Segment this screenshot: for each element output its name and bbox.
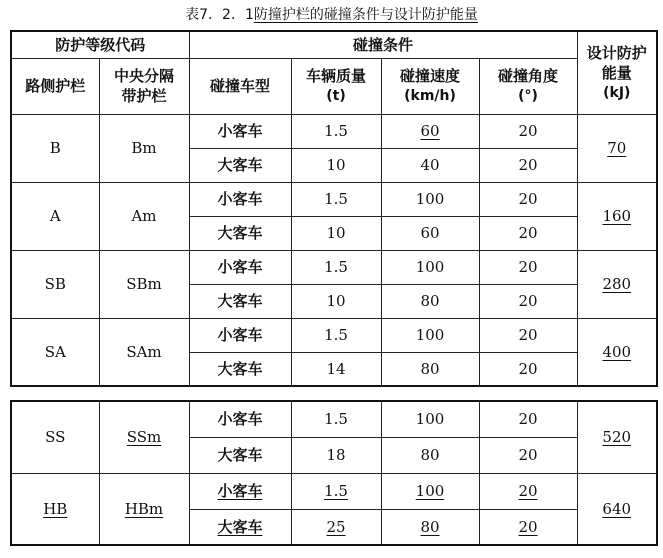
collision-speed: 40 [381, 148, 479, 182]
collision-angle: 20 [479, 437, 577, 473]
roadside-code [11, 473, 99, 545]
collision-speed: 100 [381, 250, 479, 284]
header-angle-unit: (°) [518, 87, 538, 104]
collision-angle-value: 20 [518, 481, 538, 500]
roadside-code: B [11, 114, 99, 182]
median-code: SAm [99, 318, 189, 386]
vehicle-mass [291, 473, 381, 509]
design-energy [577, 182, 657, 250]
vehicle-mass: 1.5 [291, 401, 381, 437]
vehicle-type-value: 小客车 [217, 481, 263, 500]
header-angle-label: 碰撞角度 [498, 67, 559, 86]
vehicle-type [189, 509, 291, 545]
header-collision-conditions: 碰撞条件 [189, 31, 577, 58]
median-code: SBm [99, 250, 189, 318]
roadside-code: A [11, 182, 99, 250]
vehicle-type: 大客车 [189, 352, 291, 386]
vehicle-type [189, 473, 291, 509]
collision-angle: 20 [479, 114, 577, 148]
collision-angle: 20 [479, 318, 577, 352]
collision-angle [479, 473, 577, 509]
vehicle-mass: 10 [291, 216, 381, 250]
collision-table-bottom [10, 400, 658, 546]
median-code [99, 473, 189, 545]
header-vehicle-mass-label: 车辆质量 [306, 67, 367, 86]
collision-speed: 60 [381, 216, 479, 250]
header-roadside: 路侧护栏 [11, 58, 99, 114]
vehicle-type-value: 大客车 [217, 517, 263, 536]
vehicle-type: 大客车 [189, 216, 291, 250]
vehicle-type: 小客车 [189, 250, 291, 284]
design-energy [577, 401, 657, 473]
vehicle-mass: 10 [291, 284, 381, 318]
header-design-energy-unit: (kJ) [603, 84, 631, 101]
design-energy [577, 473, 657, 545]
vehicle-type: 小客车 [189, 401, 291, 437]
header-angle [479, 58, 577, 114]
table-row [11, 250, 657, 284]
table-row [11, 473, 657, 509]
collision-speed-value: 60 [420, 121, 440, 140]
roadside-code: SA [11, 318, 99, 386]
median-code-value: HBm [124, 499, 164, 518]
collision-angle: 20 [479, 401, 577, 437]
collision-angle: 20 [479, 250, 577, 284]
collision-speed: 80 [381, 284, 479, 318]
table-row [11, 318, 657, 352]
median-code-value: SSm [126, 428, 162, 447]
table-row [11, 182, 657, 216]
caption-prefix: 表7．2．1 [185, 7, 254, 23]
design-energy-value: 520 [602, 428, 632, 447]
vehicle-type: 小客车 [189, 182, 291, 216]
caption-title: 防撞护栏的碰撞条件与设计防护能量 [253, 7, 478, 23]
vehicle-mass-value: 1.5 [324, 481, 348, 500]
vehicle-type: 小客车 [189, 318, 291, 352]
header-grade-code: 防护等级代码 [11, 31, 189, 58]
table-caption [0, 4, 663, 26]
header-median-line2: 带护栏 [121, 87, 167, 105]
design-energy [577, 318, 657, 386]
collision-speed: 100 [381, 401, 479, 437]
collision-angle: 20 [479, 284, 577, 318]
design-energy [577, 250, 657, 318]
header-median [99, 58, 189, 114]
design-energy-value: 280 [602, 274, 632, 293]
header-vehicle-mass [291, 58, 381, 114]
collision-speed: 100 [381, 318, 479, 352]
collision-speed: 80 [381, 352, 479, 386]
design-energy [577, 114, 657, 182]
collision-angle: 20 [479, 216, 577, 250]
roadside-code-value: HB [43, 499, 68, 518]
header-median-line1: 中央分隔 [114, 66, 175, 85]
design-energy-value: 160 [602, 206, 632, 225]
roadside-code: SS [11, 401, 99, 473]
vehicle-mass: 1.5 [291, 114, 381, 148]
collision-angle: 20 [479, 148, 577, 182]
collision-speed-value: 100 [415, 481, 445, 500]
collision-speed: 100 [381, 182, 479, 216]
collision-speed [381, 509, 479, 545]
collision-speed [381, 114, 479, 148]
collision-speed-value: 80 [420, 517, 440, 536]
vehicle-mass: 1.5 [291, 182, 381, 216]
collision-angle [479, 509, 577, 545]
header-speed-unit: (km/h) [404, 87, 456, 104]
vehicle-mass: 14 [291, 352, 381, 386]
vehicle-mass-value: 25 [326, 517, 346, 536]
vehicle-mass: 10 [291, 148, 381, 182]
collision-angle: 20 [479, 352, 577, 386]
design-energy-value: 400 [602, 342, 632, 361]
collision-speed: 80 [381, 437, 479, 473]
vehicle-mass: 18 [291, 437, 381, 473]
design-energy-value: 640 [602, 499, 632, 518]
median-code [99, 401, 189, 473]
header-vehicle-type: 碰撞车型 [189, 58, 291, 114]
header-design-energy-line2: 能量 [601, 64, 632, 83]
collision-angle-value: 20 [518, 517, 538, 536]
collision-angle: 20 [479, 182, 577, 216]
vehicle-mass [291, 509, 381, 545]
design-energy-value: 70 [607, 138, 627, 157]
header-vehicle-mass-unit: (t) [326, 87, 346, 104]
vehicle-type: 小客车 [189, 114, 291, 148]
vehicle-type: 大客车 [189, 148, 291, 182]
header-speed-label: 碰撞速度 [400, 67, 461, 86]
header-design-energy-line1: 设计防护 [586, 44, 647, 63]
header-speed [381, 58, 479, 114]
table-row [11, 401, 657, 437]
median-code: Am [99, 182, 189, 250]
vehicle-mass: 1.5 [291, 318, 381, 352]
vehicle-mass: 1.5 [291, 250, 381, 284]
vehicle-type: 大客车 [189, 437, 291, 473]
table-row [11, 114, 657, 148]
vehicle-type: 大客车 [189, 284, 291, 318]
header-design-energy [577, 31, 657, 114]
median-code: Bm [99, 114, 189, 182]
roadside-code: SB [11, 250, 99, 318]
collision-table-top [10, 30, 658, 387]
collision-speed [381, 473, 479, 509]
